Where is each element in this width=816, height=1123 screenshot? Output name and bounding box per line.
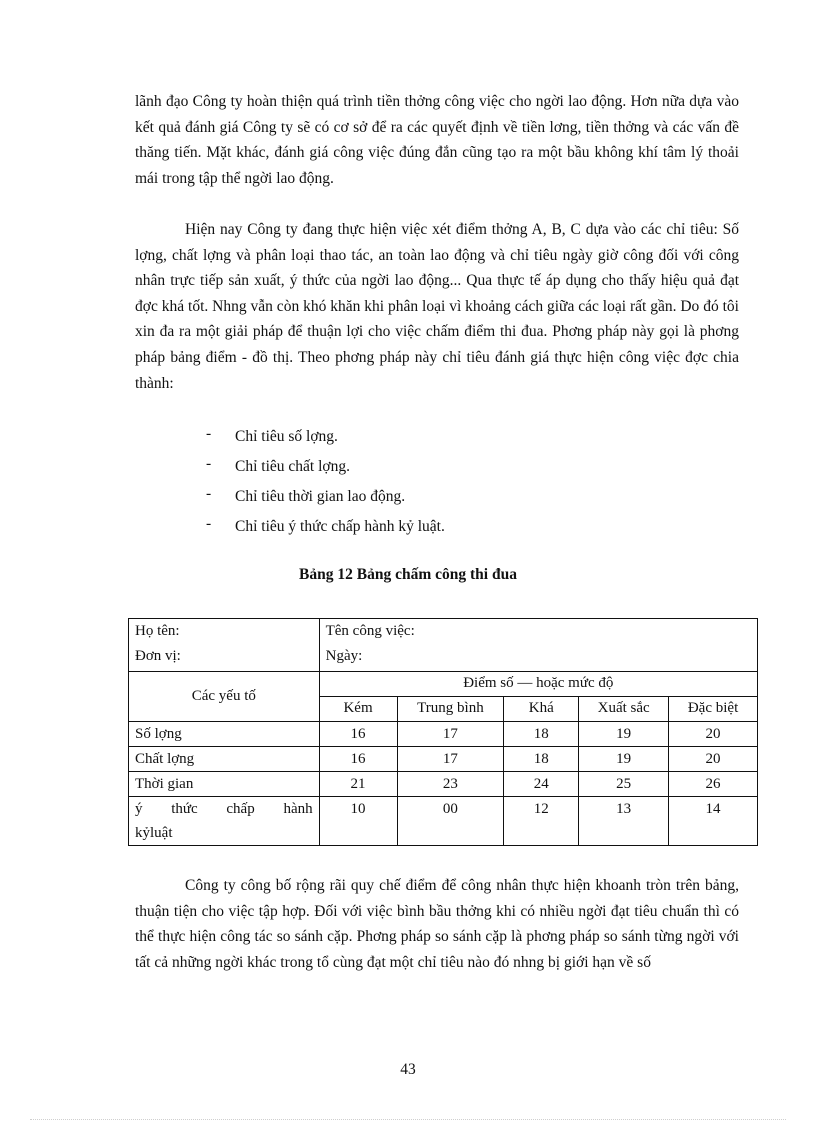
score-cell: 24 bbox=[504, 772, 579, 797]
list-item: - Chỉ tiêu số lợng. bbox=[206, 424, 445, 454]
unit-label: Đơn vị: bbox=[135, 648, 181, 664]
employee-info-cell bbox=[129, 619, 320, 672]
table-row bbox=[129, 747, 758, 772]
table-row bbox=[129, 772, 758, 797]
score-cell: 21 bbox=[319, 772, 397, 797]
criterion-cell: Chất lợng bbox=[129, 747, 320, 772]
bullet-dash: - bbox=[206, 455, 212, 472]
table-header-group bbox=[129, 672, 758, 697]
score-cell: 18 bbox=[504, 722, 579, 747]
job-info-cell bbox=[319, 619, 757, 672]
table-caption: Bảng 12 Bảng chấm công thi đua bbox=[299, 566, 517, 583]
score-cell: 16 bbox=[319, 747, 397, 772]
criterion-text-cont: kỷluật bbox=[135, 825, 173, 841]
list-item: - Chỉ tiêu chất lợng. bbox=[206, 454, 445, 484]
level-header: Khá bbox=[504, 697, 579, 722]
score-cell: 17 bbox=[397, 722, 504, 747]
criterion-cell bbox=[129, 797, 320, 846]
date-label: Ngày: bbox=[325, 648, 363, 664]
criteria-list bbox=[206, 424, 445, 544]
score-cell: 26 bbox=[669, 772, 758, 797]
list-item: - Chỉ tiêu ý thức chấp hành kỷ luật. bbox=[206, 514, 445, 544]
score-cell: 10 bbox=[319, 797, 397, 846]
paragraph-intro: lãnh đạo Công ty hoàn thiện quá trình tiền thởng công việc cho ngời lao động. Hơn nữa dựa vào kết quả đánh giá Công ty sẽ có cơ sở để ra các quyết định về tiền lơng, tiền thởng và các vấn đề thăng tiến. Mặt khác, đánh giá công việc đúng đắn cũng tạo ra một bầu không khí tâm lý thoải mái trong tập thể ngời lao động. bbox=[135, 93, 739, 187]
list-item: - Chỉ tiêu thời gian lao động. bbox=[206, 484, 445, 514]
score-cell: 14 bbox=[669, 797, 758, 846]
level-header: Trung bình bbox=[397, 697, 504, 722]
table-row bbox=[129, 722, 758, 747]
criterion-text: ý thức chấp hành bbox=[135, 801, 313, 817]
score-cell: 12 bbox=[504, 797, 579, 846]
score-cell: 18 bbox=[504, 747, 579, 772]
job-title-label: Tên công việc: bbox=[325, 623, 415, 639]
score-cell: 19 bbox=[579, 747, 669, 772]
level-header: Đặc biệt bbox=[669, 697, 758, 722]
table-row bbox=[129, 797, 758, 846]
score-group-header: Điểm số — hoặc mức độ bbox=[319, 672, 757, 697]
page-bottom-divider bbox=[30, 1119, 786, 1120]
score-cell: 20 bbox=[669, 747, 758, 772]
score-cell: 23 bbox=[397, 772, 504, 797]
level-header: Kém bbox=[319, 697, 397, 722]
paragraph-announcement: Công ty công bố rộng rãi quy chế điểm để công nhân thực hiện khoanh tròn trên bảng, thuận tiện cho việc tập hợp. Đối với việc bình bầu thởng khi có nhiều ngời đạt tiêu chuẩn thì có thể thực hiện công tác so sánh cặp. Phơng pháp so sánh cặp là phơng pháp so sánh từng ngời với tất cả những ngời khác trong tổ cùng đạt một chỉ tiêu nào đó nhng bị giới hạn về số bbox=[135, 877, 739, 971]
factors-header: Các yếu tố bbox=[129, 672, 320, 722]
table-header-info bbox=[129, 619, 758, 672]
bullet-dash: - bbox=[206, 425, 212, 442]
score-cell: 16 bbox=[319, 722, 397, 747]
bullet-dash: - bbox=[206, 485, 212, 502]
criterion-cell: Số lợng bbox=[129, 722, 320, 747]
level-header: Xuất sắc bbox=[579, 697, 669, 722]
score-cell: 17 bbox=[397, 747, 504, 772]
score-cell: 19 bbox=[579, 722, 669, 747]
paragraph-current-practice: Hiện nay Công ty đang thực hiện việc xét điểm thởng A, B, C dựa vào các chỉ tiêu: Số lợng, chất lợng và phân loại thao tác, an toàn lao động và chỉ tiêu ngày giờ công đối với công nhân trực tiếp sản xuất, ý thức của ngời lao động... Qua thực tế áp dụng cho thấy hiệu quả đạt đợc khá tốt. Nhng vẫn còn khó khăn khi phân loại vì khoảng cách giữa các loại rất gần. Do đó tôi xin đa ra một giải pháp để thuận lợi cho việc chấm điểm thi đua. Phơng pháp này gọi là phơng pháp bảng điểm - đồ thị. Theo phơng pháp này chỉ tiêu đánh giá thực hiện công việc đợc chia thành: bbox=[135, 221, 739, 392]
page-number: 43 bbox=[400, 1061, 416, 1078]
criterion-cell: Thời gian bbox=[129, 772, 320, 797]
name-label: Họ tên: bbox=[135, 623, 180, 639]
score-cell: 20 bbox=[669, 722, 758, 747]
score-cell: 00 bbox=[397, 797, 504, 846]
bullet-dash: - bbox=[206, 515, 212, 532]
score-cell: 13 bbox=[579, 797, 669, 846]
score-table bbox=[128, 618, 758, 846]
score-cell: 25 bbox=[579, 772, 669, 797]
